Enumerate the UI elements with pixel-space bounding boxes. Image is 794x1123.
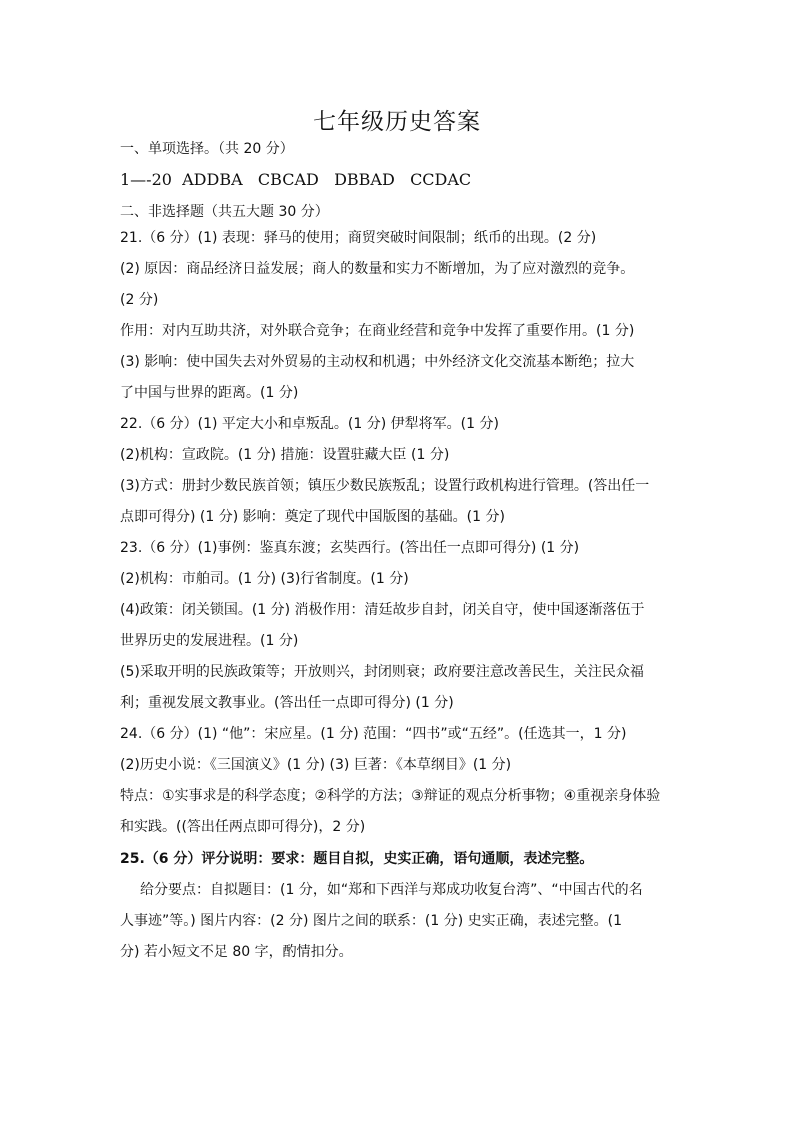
section-heading-choice: 一、单项选择。（共 20 分） xyxy=(120,141,294,157)
page-title: 七年级历史答案 xyxy=(313,109,481,135)
q24-line-3: 特点：①实事求是的科学态度；②科学的方法；③辩证的观点分析事物；④重视亲身体验 xyxy=(120,788,661,804)
q25-line-3: 人事迹”等。) 图片内容：(2 分) 图片之间的联系：(1 分) 史实正确，表述完整。(1 xyxy=(120,913,622,929)
q24-line-1: 24.（6 分）(1) “他”：宋应星。(1 分) 范围：“四书”或“五经”。(任选其一，1 分) xyxy=(120,726,627,742)
q23-line-1: 23.（6 分）(1)事例：鉴真东渡；玄奘西行。(答出任一点即可得分) (1 分) xyxy=(120,540,580,556)
q22-line-1: 22.（6 分）(1) 平定大小和卓叛乱。(1 分) 伊犁将军。(1 分) xyxy=(120,416,499,432)
q23-line-2: (2)机构：市舶司。(1 分) (3)行省制度。(1 分) xyxy=(120,571,409,587)
q21-line-4: 作用：对内互助共济，对外联合竞争；在商业经营和竞争中发挥了重要作用。(1 分) xyxy=(120,323,635,339)
q23-line-6: 利；重视发展文教事业。(答出任一点即可得分) (1 分) xyxy=(120,695,454,711)
q21-line-1: 21.（6 分）(1) 表现：驿马的使用；商贸突破时间限制；纸币的出现。(2 分) xyxy=(120,230,597,246)
choice-answers: 1—-20 ADDBA CBCAD DBBAD CCDAC xyxy=(120,170,472,189)
q23-line-4: 世界历史的发展进程。(1 分) xyxy=(120,633,299,649)
q21-line-2: (2) 原因：商品经济日益发展；商人的数量和实力不断增加，为了应对激烈的竞争。 xyxy=(120,261,635,277)
q21-line-3: (2 分) xyxy=(120,292,159,308)
q22-line-2: (2)机构：宣政院。(1 分) 措施：设置驻藏大臣 (1 分) xyxy=(120,447,450,463)
q22-line-4: 点即可得分) (1 分) 影响：奠定了现代中国版图的基础。(1 分) xyxy=(120,509,505,525)
q25-line-1: 25.（6 分）评分说明：要求：题目自拟，史实正确，语句通顺，表述完整。 xyxy=(120,851,594,867)
q21-line-5: (3) 影响：使中国失去对外贸易的主动权和机遇；中外经济文化交流基本断绝；拉大 xyxy=(120,354,635,370)
q23-line-3: (4)政策：闭关锁国。(1 分) 消极作用：清廷故步自封，闭关自守，使中国逐渐落伍于 xyxy=(120,602,645,618)
q25-line-4: 分) 若小短文不足 80 字，酌情扣分。 xyxy=(120,944,353,960)
q25-line-2: 给分要点：自拟题目：(1 分，如“郑和下西洋与郑成功收复台湾”、“中国古代的名 xyxy=(140,882,643,898)
q21-line-6: 了中国与世界的距离。(1 分) xyxy=(120,385,299,401)
q22-line-3: (3)方式：册封少数民族首领；镇压少数民族叛乱；设置行政机构进行管理。(答出任一 xyxy=(120,478,650,494)
q24-line-4: 和实践。((答出任两点即可得分)，2 分) xyxy=(120,819,366,835)
q23-line-5: (5)采取开明的民族政策等；开放则兴，封闭则衰；政府要注意改善民生，关注民众福 xyxy=(120,664,644,680)
section-heading-nonchoice: 二、非选择题（共五大题 30 分） xyxy=(120,204,329,220)
q24-line-2: (2)历史小说：《三国演义》(1 分) (3) 巨著：《本草纲目》(1 分) xyxy=(120,757,512,773)
